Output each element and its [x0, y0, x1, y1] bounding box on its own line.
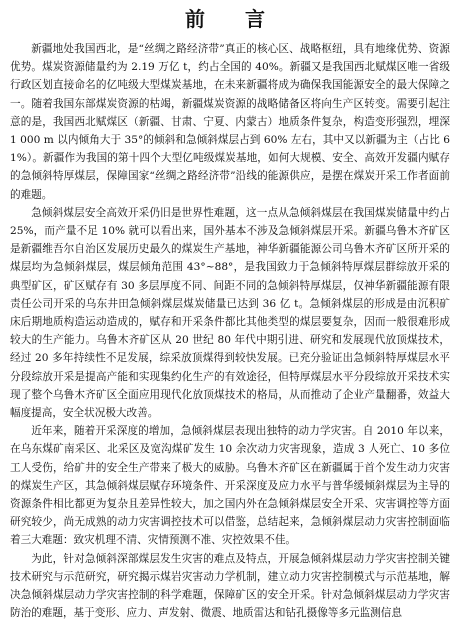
page-title: 前 言	[185, 7, 275, 31]
paragraph: 近年来，随着开采深度的增加，急倾斜煤层表现出独特的动力学灾害。自 2010 年以来，在乌东煤矿南采区、北采区及宽沟煤矿发生 10 余次动力灾害现象，造成 3 人死亡、10 多位工人受伤，给矿井的安全生产带来了极大的威胁。乌鲁木齐矿区在新疆属于首个发生动力灾害的煤炭生产区，其急倾斜煤层赋存环境条件、开采深度及应力水平与普华缓倾斜煤层为主导的资源条件相比都更为复杂且差异性较大，加之国内外在急倾斜煤层安全开采、灾害调控等方面研究较少，尚无成熟的动力灾害调控技术可以借鉴，总结起来，急倾斜煤层动力灾害控制面临着三大难题：致灾机理不清、灾情预测不准、灾控效果不佳。	[10, 425, 450, 547]
paragraph: 新疆地处我国西北，是“丝绸之路经济带”真正的核心区、战略枢纽，具有地缘优势、资源优势。煤炭资源储量约为 2.19 万亿 t，约占全国的 40%。新疆又是我国西北赋煤区唯一省级行政区划直接命名的亿吨级大型煤炭基地，在未来新疆将成为确保我国能源安全的最大保障之一。随着我国东部煤炭资源的枯竭，新疆煤炭资源的战略储备区将向生产区转变。需要引起注意的是，我国西北赋煤区（新疆、甘肃、宁夏、内蒙古）地质条件复杂，构造变形强烈，埋深 1 000 m 以内倾角大于 35°的倾斜和急倾斜煤层占到 60% 左右，其中又以新疆为主（占比 61%）。新疆作为我国的第十四个大型亿吨级煤炭基地，如何大规模、安全、高效开发疆内赋存的急倾斜特厚煤层，保障国家“丝绸之路经济带”沿线的能源供应，是摆在煤炭开采工作者面前的难题。	[10, 43, 450, 201]
paragraph: 为此，针对急倾斜深部煤层发生灾害的难点及特点，开展急倾斜煤层动力学灾害控制关键技术研究与示范研究，研究揭示煤岩灾害动力学机制，建立动力灾害控制模式与示范基地，解决急倾斜煤层动力学灾害控制的科学难题，保障矿区的安全开采。针对急倾斜煤层动力学灾害防治的难题，基于变形、应力、声发射、微震、地质雷达和钻孔摄像等多元监测信息	[10, 552, 450, 620]
paragraph: 急倾斜煤层安全高效开采仍旧是世界性难题，这一点从急倾斜煤层在我国煤炭储量中约占 25%，而产量不足 10% 就可以看出来，国外基本不涉及急倾斜煤层开采。新疆乌鲁木齐矿区是新疆维吾尔自治区发展历史最久的煤炭生产基地，神华新疆能源公司乌鲁木齐矿区所开采的煤层均为急倾斜煤层，煤层倾角范围 43°~88°，是我国致力于急倾斜特厚煤层群综放开采的典型矿区，矿区赋存有 30 多层厚度不同、间距不同的急倾斜特厚煤层，仅神华新疆能源有限责任公司开采的乌东井田急倾斜煤层煤炭储量已达到 36 亿 t。急倾斜煤层的形成是由沉积矿床后期地质构造运动造成的，赋存和开采条件都比其他类型的煤层要复杂，因而一般很难形成较大的生产能力。乌鲁木齐矿区从 20 世纪 80 年代中期引进、研究和发展现代放顶煤技术，经过 20 多年持续性不足发展，综采放顶煤得到较快发展。已充分验证出急倾斜特厚煤层水平分段综放开采是提高产能和实现集约化生产的有效途径，但特厚煤层水平分段综放开采技术实现了整个乌鲁木齐矿区全面应用现代化放顶煤技术的格局，从而推动了企业产量翻番，效益大幅度提高，安全状况极大改善。	[10, 206, 450, 420]
